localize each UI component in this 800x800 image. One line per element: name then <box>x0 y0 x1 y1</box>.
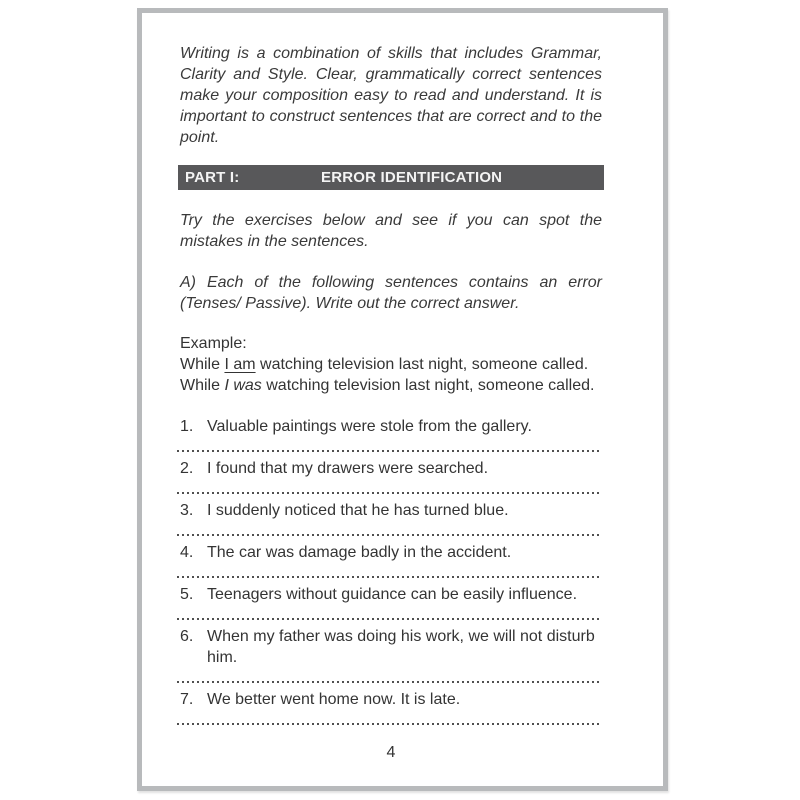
exercise-row-4 <box>180 542 602 563</box>
exercise-sentence: When my father was doing his work, we will not disturb him. <box>207 628 595 666</box>
answer-dotted-line <box>177 492 602 494</box>
example-correct-suffix: watching television last night, someone called. <box>261 377 595 394</box>
section-part-label: PART I: <box>185 169 240 186</box>
exercise-row-6 <box>180 626 602 668</box>
intro-paragraph: Writing is a combination of skills that includes Grammar, Clarity and Style. Clear, grammatically correct sentences make your composition easy to read and understand. It is important to construct sentences that are correct and to the point. <box>180 45 602 146</box>
document-page <box>137 8 668 791</box>
answer-dotted-line <box>177 576 602 578</box>
section-title: ERROR IDENTIFICATION <box>321 169 503 186</box>
instructions-paragraph: Try the exercises below and see if you can spot the mistakes in the sentences. <box>180 212 602 250</box>
answer-dotted-line <box>177 618 602 620</box>
exercise-row-1 <box>180 416 602 437</box>
exercise-number: 3. <box>180 502 194 519</box>
exercise-number: 4. <box>180 544 194 561</box>
exercise-row-7 <box>180 689 602 710</box>
example-wrong-underlined: I am <box>224 356 256 373</box>
exercise-sentence: Valuable paintings were stole from the gallery. <box>207 418 532 435</box>
example-wrong-sentence <box>180 354 602 375</box>
example-label: Example: <box>180 335 247 352</box>
answer-dotted-line <box>177 450 602 452</box>
section-a-prompt: A) Each of the following sentences contains an error (Tenses/ Passive). Write out the correct answer. <box>180 274 602 312</box>
example-wrong-suffix: watching television last night, someone called. <box>255 356 589 373</box>
exercise-row-5 <box>180 584 602 605</box>
exercise-number: 1. <box>180 418 194 435</box>
example-correct-sentence <box>180 375 602 396</box>
example-block <box>180 333 602 396</box>
exercise-sentence: The car was damage badly in the accident. <box>207 544 512 561</box>
exercise-number: 7. <box>180 691 194 708</box>
exercise-number: 2. <box>180 460 194 477</box>
exercise-sentence: I suddenly noticed that he has turned blue. <box>207 502 509 519</box>
exercise-row-3 <box>180 500 602 521</box>
answer-dotted-line <box>177 534 602 536</box>
page-content <box>142 13 663 763</box>
exercise-sentence: We better went home now. It is late. <box>207 691 461 708</box>
exercise-row-2 <box>180 458 602 479</box>
example-correct-italic: I was <box>224 377 262 394</box>
exercise-sentence: Teenagers without guidance can be easily influence. <box>207 586 578 603</box>
exercise-sentence: I found that my drawers were searched. <box>207 460 489 477</box>
exercise-number: 6. <box>180 628 194 645</box>
section-header-bar <box>178 165 604 190</box>
answer-dotted-line <box>177 681 602 683</box>
example-correct-prefix: While <box>180 377 225 394</box>
page-number: 4 <box>386 744 396 761</box>
example-wrong-prefix: While <box>180 356 225 373</box>
answer-dotted-line <box>177 723 602 725</box>
exercise-number: 5. <box>180 586 194 603</box>
exercise-list <box>180 416 602 725</box>
